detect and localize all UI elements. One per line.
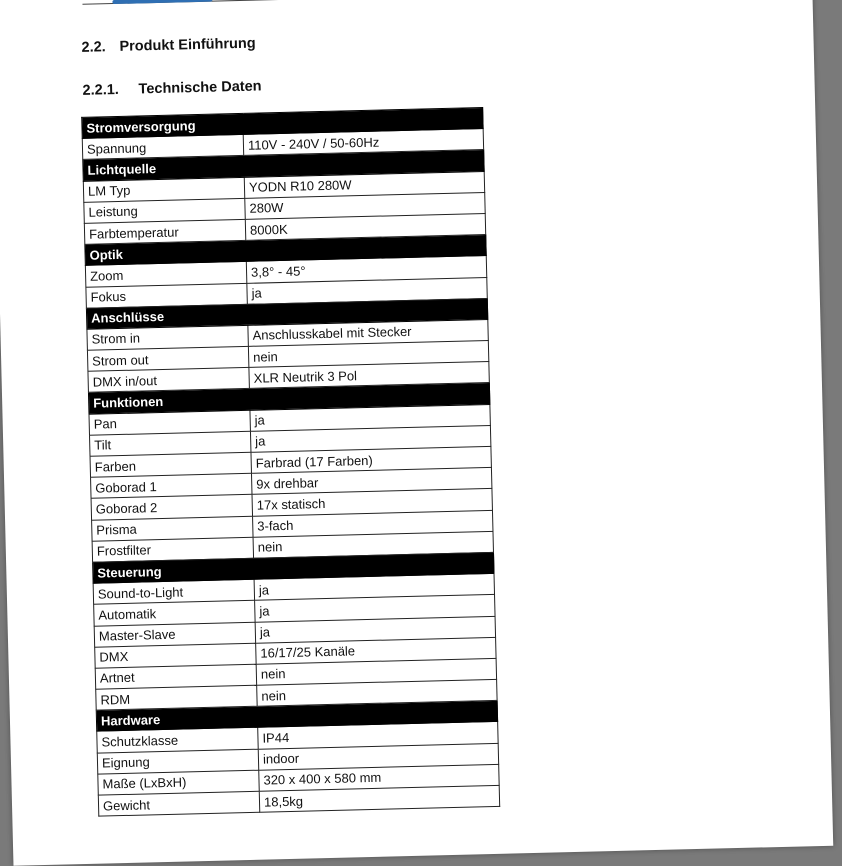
spec-label: Strom in bbox=[87, 325, 248, 350]
spec-value: Anschlusskabel mit Stecker bbox=[248, 319, 488, 346]
spec-value: ja bbox=[250, 404, 490, 431]
technical-data-table bbox=[81, 107, 500, 817]
section-title: Produkt Einführung bbox=[119, 35, 256, 55]
section-header-label: Stromversorgung bbox=[82, 108, 483, 139]
spec-label: Artnet bbox=[95, 664, 256, 689]
spec-label: Zoom bbox=[85, 262, 246, 287]
spec-value: YODN R10 280W bbox=[244, 171, 484, 198]
spec-value: 3,8° - 45° bbox=[246, 256, 486, 283]
spec-value: ja bbox=[250, 425, 490, 452]
spec-value: ja bbox=[255, 616, 495, 643]
section-header-label: Hardware bbox=[96, 701, 497, 732]
spec-value: 17x statisch bbox=[252, 489, 492, 516]
subsection-number: 2.2.1. bbox=[82, 81, 120, 99]
spec-label: RDM bbox=[96, 685, 257, 710]
spec-value: 18,5kg bbox=[259, 785, 499, 812]
spec-label: Farben bbox=[90, 452, 251, 477]
spec-label: Goborad 1 bbox=[91, 473, 252, 498]
header-accent-bar bbox=[112, 0, 212, 4]
spec-value: XLR Neutrik 3 Pol bbox=[249, 362, 489, 389]
section-heading bbox=[81, 36, 255, 56]
spec-label: Farbtemperatur bbox=[84, 219, 245, 244]
spec-label: Master-Slave bbox=[94, 622, 255, 647]
spec-value: indoor bbox=[258, 743, 498, 770]
subsection-title: Technische Daten bbox=[138, 78, 262, 98]
spec-label: Prisma bbox=[92, 516, 253, 541]
section-header-label: Optik bbox=[85, 235, 486, 266]
spec-label: Gewicht bbox=[98, 791, 259, 816]
section-header-label: Steuerung bbox=[93, 552, 494, 583]
spec-value: IP44 bbox=[258, 722, 498, 749]
spec-label: LM Typ bbox=[83, 177, 244, 202]
section-header-label: Anschlüsse bbox=[86, 298, 487, 329]
spec-value: 320 x 400 x 580 mm bbox=[259, 764, 499, 791]
spec-value: ja bbox=[254, 574, 494, 601]
spec-value: nein bbox=[248, 341, 488, 368]
section-header-label: Funktionen bbox=[88, 383, 489, 414]
spec-value: 280W bbox=[245, 192, 485, 219]
spec-label: Spannung bbox=[82, 135, 243, 160]
spec-label: Sound-to-Light bbox=[93, 579, 254, 604]
spec-value: ja bbox=[247, 277, 487, 304]
spec-value: 9x drehbar bbox=[251, 468, 491, 495]
spec-value: nein bbox=[253, 531, 493, 558]
spec-label: Leistung bbox=[84, 198, 245, 223]
spec-label: Frostfilter bbox=[92, 537, 253, 562]
spec-label: Pan bbox=[89, 410, 250, 435]
spec-value: 110V - 240V / 50-60Hz bbox=[243, 129, 483, 156]
section-number: 2.2. bbox=[81, 39, 106, 56]
spec-label: Fokus bbox=[86, 283, 247, 308]
spec-label: Tilt bbox=[90, 431, 251, 456]
spec-value: nein bbox=[256, 658, 496, 685]
spec-value: ja bbox=[255, 595, 495, 622]
spec-value: 8000K bbox=[245, 213, 485, 240]
spec-value: 16/17/25 Kanäle bbox=[256, 637, 496, 664]
spec-value: 3-fach bbox=[253, 510, 493, 537]
spec-value: nein bbox=[257, 679, 497, 706]
spec-label: Strom out bbox=[87, 346, 248, 371]
spec-label: Maße (LxBxH) bbox=[98, 770, 259, 795]
spec-label: Automatik bbox=[94, 601, 255, 626]
spec-value: Farbrad (17 Farben) bbox=[251, 446, 491, 473]
spec-label: Schutzklasse bbox=[97, 728, 258, 753]
subsection-heading bbox=[82, 78, 261, 98]
spec-label: DMX bbox=[95, 643, 256, 668]
spec-label: DMX in/out bbox=[88, 368, 249, 393]
spec-label: Eignung bbox=[97, 749, 258, 774]
spec-label: Goborad 2 bbox=[91, 495, 252, 520]
section-header-label: Lichtquelle bbox=[83, 150, 484, 181]
